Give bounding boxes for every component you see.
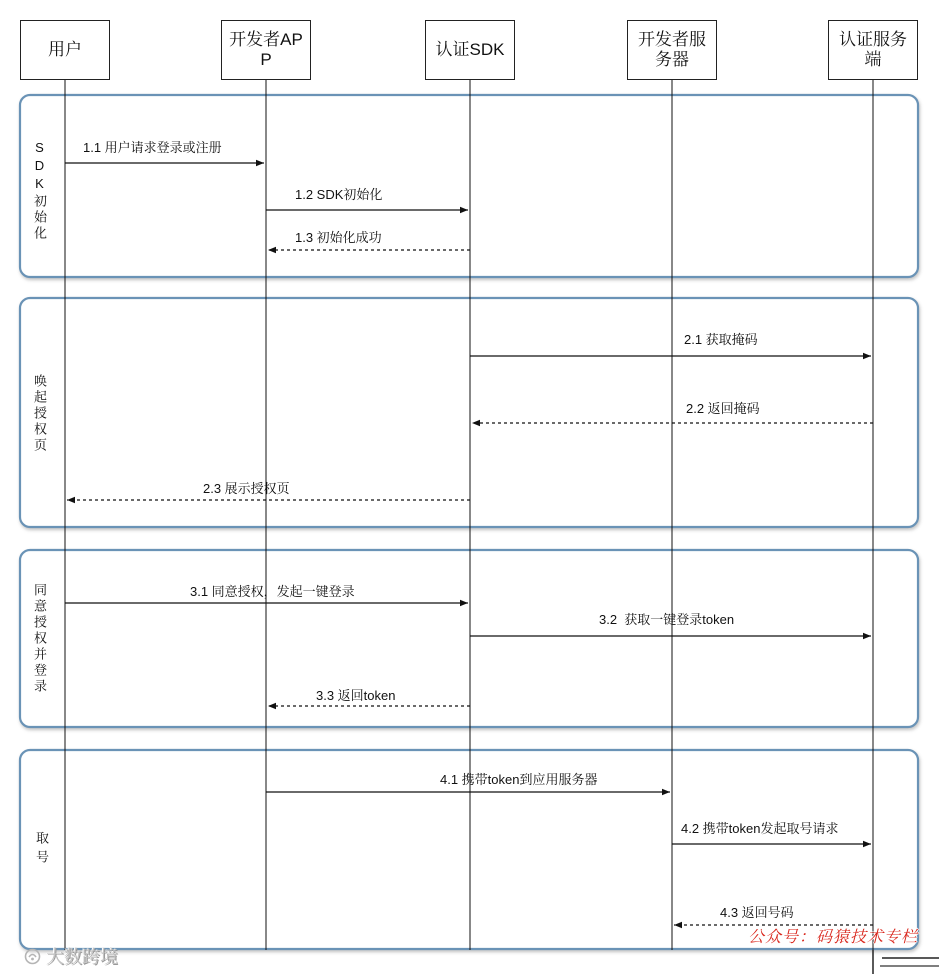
message-label: 1.1 用户请求登录或注册 — [83, 140, 222, 155]
message-label: 1.3 初始化成功 — [295, 230, 382, 245]
participant-user — [20, 20, 110, 80]
watermark-account: 公众号：码猿技术专栏 — [748, 927, 919, 946]
participant-label: 端 — [864, 50, 882, 69]
phase-label-consent-login: 同意授权并登录 — [32, 583, 47, 695]
message-label: 2.2 返回掩码 — [686, 401, 760, 416]
watermark-brand — [24, 943, 118, 969]
participant-label: 认证服务 — [839, 30, 907, 49]
phase-label-auth-page: 唤起授权页 — [32, 374, 47, 454]
participant-developer-server — [627, 20, 717, 80]
brand-logo-icon — [24, 948, 41, 965]
participant-label: 开发者服 — [638, 30, 706, 49]
message-label: 2.3 展示授权页 — [203, 481, 290, 496]
message-label: 3.2 获取一键登录token — [599, 612, 735, 627]
phase-label-get-number: 取号 — [34, 831, 49, 869]
participant-label: 务器 — [655, 50, 689, 69]
message-label: 3.3 返回token — [316, 688, 396, 703]
phase-box-auth-page — [20, 298, 918, 527]
message-label: 4.3 返回号码 — [720, 905, 794, 920]
message-label: 4.2 携带token发起取号请求 — [681, 821, 839, 836]
participant-auth-sdk — [425, 20, 515, 80]
phase-box-consent-login — [20, 550, 918, 727]
message-label: 1.2 SDK初始化 — [295, 187, 383, 202]
watermark-brand-text: 大数跨境 — [46, 947, 118, 968]
corner-edge-lines — [873, 950, 939, 974]
participant-label: 开发者AP — [229, 30, 303, 49]
message-label: 3.1 同意授权，发起一键登录 — [190, 584, 355, 599]
phase-label-sdk-init: SDK初始化 — [32, 140, 47, 242]
participant-label: P — [260, 50, 272, 69]
message-label: 2.1 获取掩码 — [684, 332, 758, 347]
message-label: 4.1 携带token到应用服务器 — [440, 772, 598, 787]
participant-label: 认证SDK — [435, 40, 505, 59]
participant-developer-app — [221, 20, 311, 80]
participant-label: 用户 — [48, 40, 82, 59]
participant-auth-server — [828, 20, 918, 80]
